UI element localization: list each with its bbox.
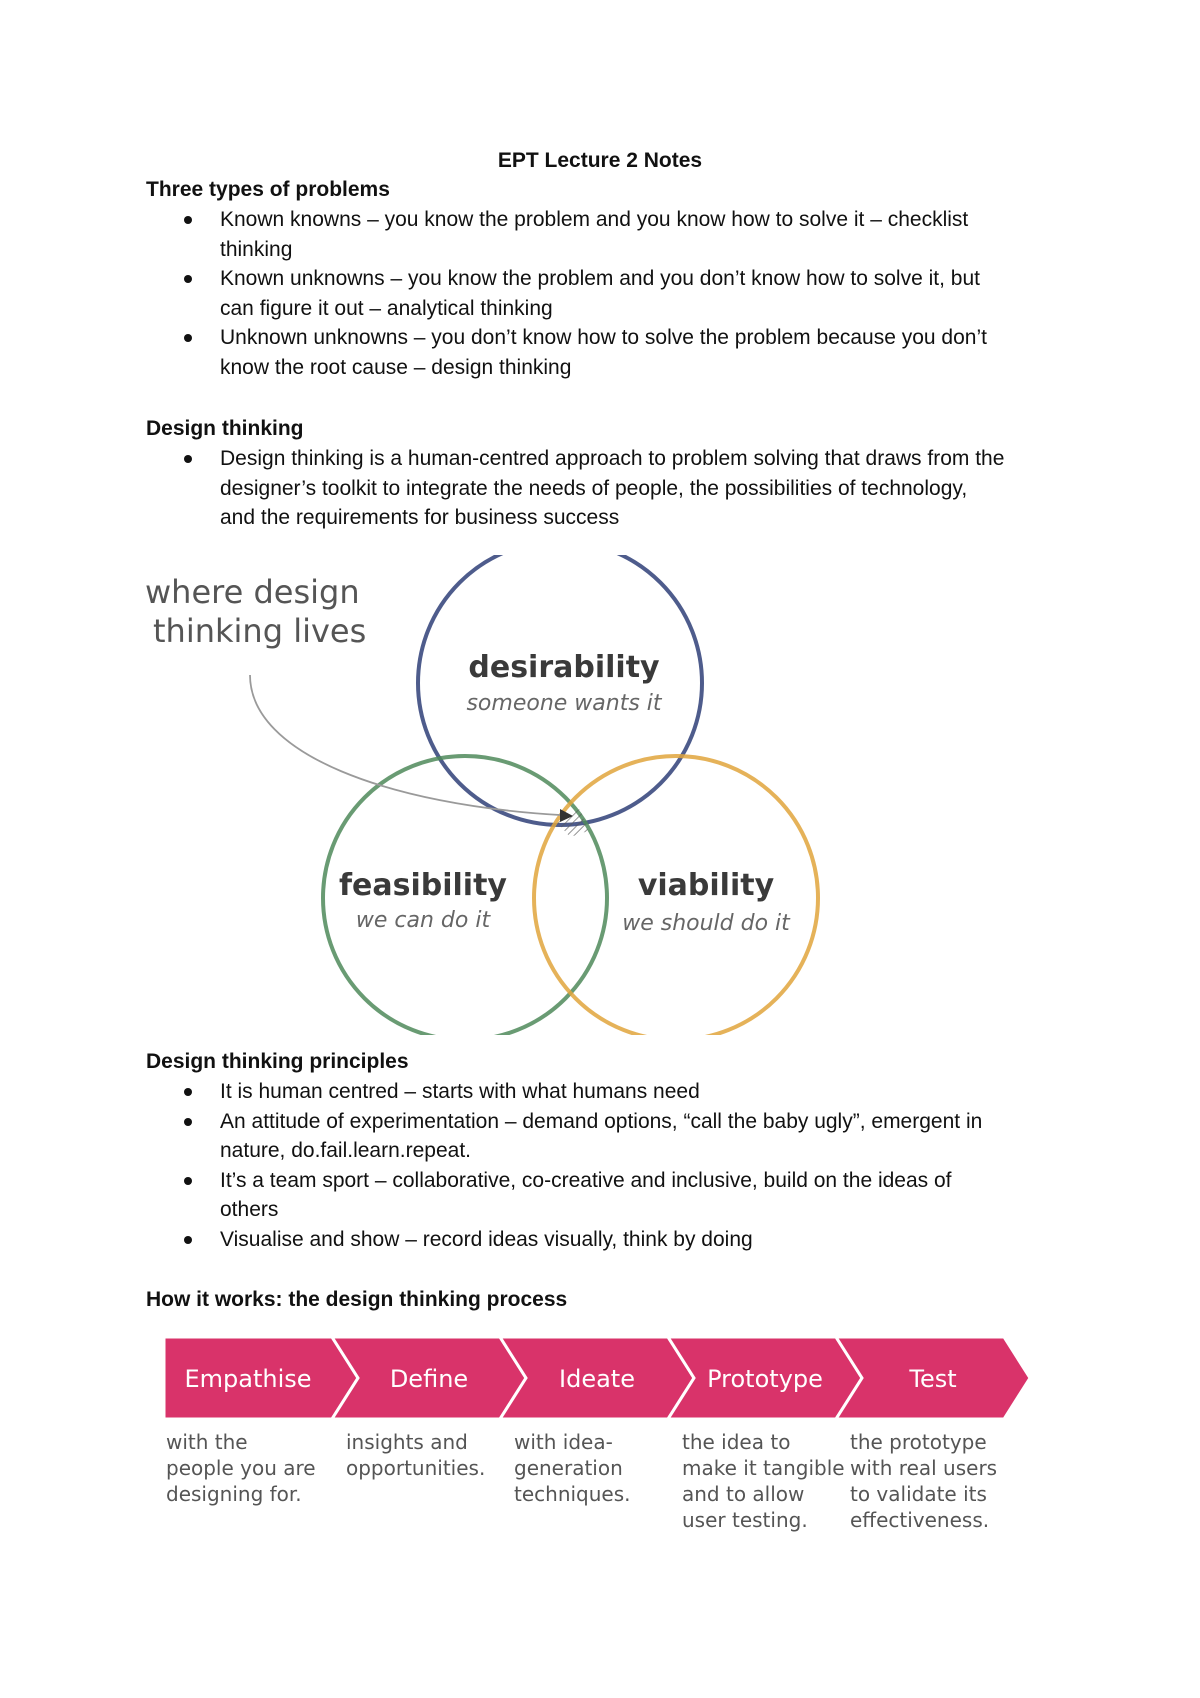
list-item [146, 1107, 1066, 1166]
process-step [164, 1337, 358, 1506]
design-thinking-section [146, 414, 1066, 533]
principles-list [146, 1077, 1066, 1254]
callout-line-2: thinking lives [153, 612, 367, 650]
list-item-line: It is human centred – starts with what humans need [220, 1080, 700, 1103]
bullet-icon [184, 275, 192, 283]
design-thinking-heading: Design thinking [146, 417, 304, 440]
viability-label: viability [637, 868, 775, 903]
list-item [146, 264, 1066, 323]
process-heading: How it works: the design thinking process [146, 1288, 568, 1311]
process-step-description: the idea to [682, 1430, 791, 1454]
design-thinking-list [146, 444, 1066, 533]
list-item-line: can figure it out – analytical thinking [220, 296, 553, 320]
process-step-description: effectiveness. [850, 1508, 990, 1532]
list-item-line: An attitude of experimentation – demand options, “call the baby ugly”, emergent in [220, 1109, 983, 1133]
list-item-line: Visualise and show – record ideas visually, think by doing [220, 1227, 753, 1251]
process-step-description: the prototype [850, 1430, 987, 1454]
process-step-description: make it tangible [682, 1456, 845, 1480]
list-item [146, 1077, 1066, 1107]
list-item-line: It’s a team sport – collaborative, co-creative and inclusive, build on the ideas of [220, 1168, 952, 1192]
desirability-circle [418, 555, 702, 825]
bullet-icon [184, 1088, 192, 1096]
bullet-icon [184, 1118, 192, 1126]
process-step-description: designing for. [166, 1482, 302, 1506]
bullet-icon [184, 1236, 192, 1244]
process-step [332, 1337, 526, 1480]
feasibility-sublabel: we can do it [355, 908, 491, 933]
process-step-description: techniques. [514, 1482, 631, 1506]
process-step-label: Ideate [559, 1365, 635, 1393]
list-item [146, 1225, 1066, 1255]
callout-line-1: where design [145, 573, 360, 611]
document-title: EPT Lecture 2 Notes [497, 149, 703, 172]
process-step-description: generation [514, 1456, 623, 1480]
process-step-description: insights and [346, 1430, 468, 1454]
list-item [146, 323, 1066, 382]
desirability-sublabel: someone wants it [466, 691, 662, 716]
list-item-line: and the requirements for business success [220, 506, 620, 529]
process-step [500, 1337, 694, 1506]
problems-heading: Three types of problems [146, 178, 390, 201]
process-step-description: with idea- [514, 1430, 613, 1454]
problems-list [146, 205, 1066, 382]
process-step-description: user testing. [682, 1508, 808, 1532]
bullet-icon [184, 455, 192, 463]
problems-section [146, 175, 1066, 382]
list-item-line: know the root cause – design thinking [220, 355, 572, 379]
bullet-icon [184, 1177, 192, 1185]
list-item-line: nature, do.fail.learn.repeat. [220, 1139, 471, 1162]
viability-sublabel: we should do it [622, 911, 790, 936]
process-step-description: with real users [850, 1456, 998, 1480]
list-item-line: designer’s toolkit to integrate the needs of people, the possibilities of technology, [220, 476, 968, 500]
process-step-label: Define [389, 1365, 469, 1393]
process-step [668, 1337, 862, 1532]
process-diagram [160, 1335, 1060, 1535]
list-item-line: thinking [220, 237, 293, 261]
list-item [146, 205, 1066, 264]
process-step-label: Empathise [184, 1365, 312, 1393]
desirability-label: desirability [468, 650, 660, 685]
feasibility-label: feasibility [338, 868, 508, 903]
list-item-line: Unknown unknowns – you don’t know how to solve the problem because you don’t [220, 326, 987, 349]
list-item-line: others [220, 1198, 279, 1221]
process-step-description: to validate its [850, 1482, 987, 1506]
process-step-label: Test [909, 1365, 957, 1393]
process-step [836, 1337, 1030, 1532]
process-step-label: Prototype [707, 1365, 823, 1393]
process-step-description: and to allow [682, 1482, 805, 1506]
principles-section [146, 1047, 1066, 1254]
list-item [146, 1166, 1066, 1225]
list-item-line: Design thinking is a human-centred approach to problem solving that draws from the [220, 447, 1005, 470]
bullet-icon [184, 334, 192, 342]
process-step-description: with the [166, 1430, 248, 1454]
venn-diagram [140, 555, 840, 1035]
process-step-description: people you are [166, 1456, 316, 1480]
list-item-line: Known unknowns – you know the problem and you don’t know how to solve it, but [220, 267, 980, 290]
principles-heading: Design thinking principles [146, 1050, 409, 1073]
process-step-description: opportunities. [346, 1456, 486, 1480]
bullet-icon [184, 216, 192, 224]
list-item [146, 444, 1066, 533]
list-item-line: Known knowns – you know the problem and you know how to solve it – checklist [220, 208, 969, 231]
process-section [146, 1285, 1066, 1315]
